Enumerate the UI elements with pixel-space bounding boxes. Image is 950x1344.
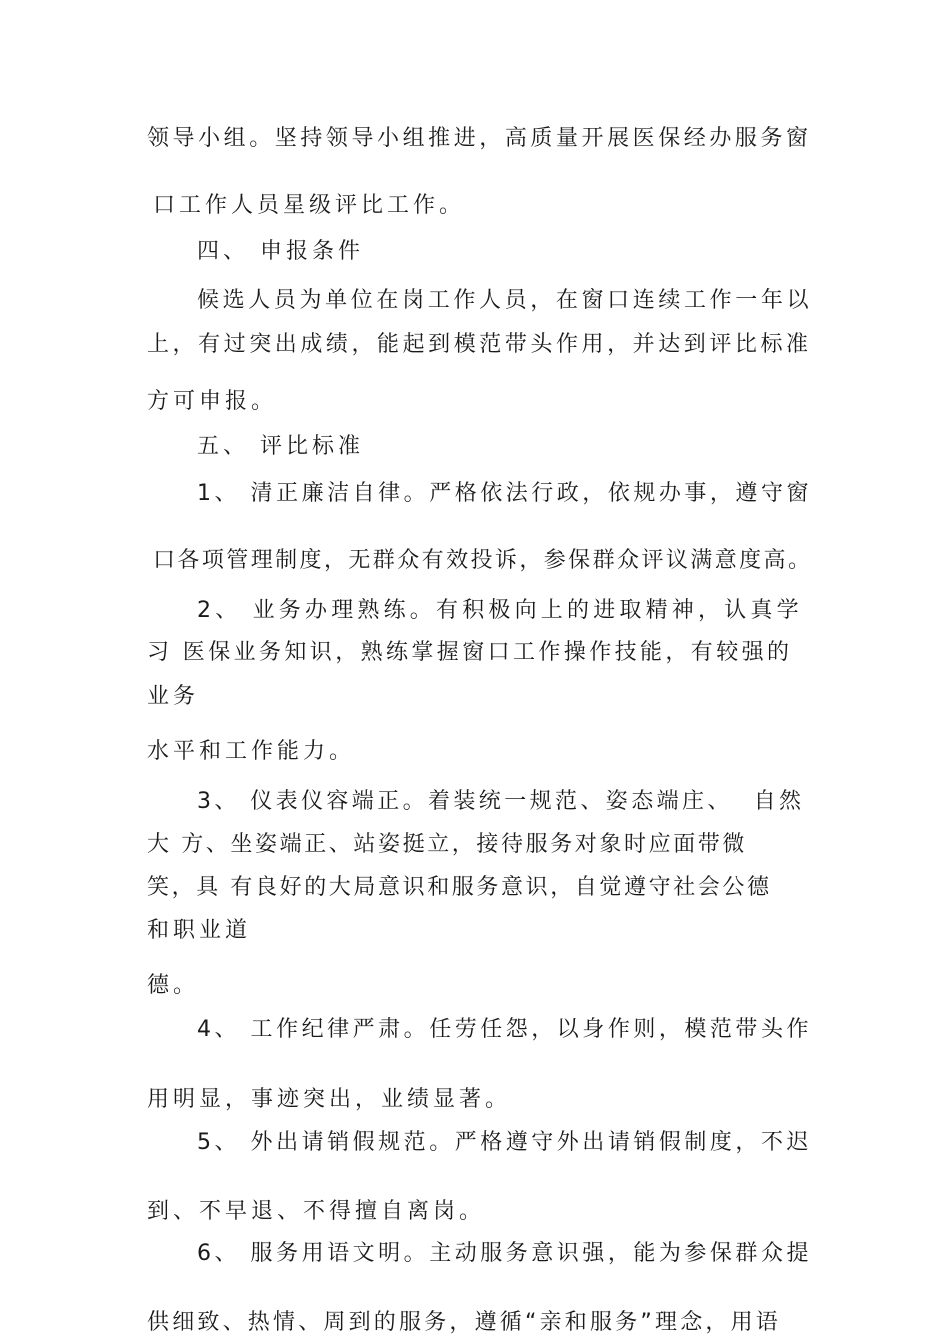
text-line: 供细致、热情、周到的服务，遵循“亲和服务”理念，用语 (147, 1310, 781, 1335)
text-line: 水平和工作能力。 (147, 739, 356, 764)
text-line: 习 医保业务知识，熟练掌握窗口工作操作技能，有较强的 (147, 640, 793, 665)
text-line: 上，有过突出成绩，能起到模范带头作用，并达到评比标准 (147, 332, 812, 357)
text-line: 1、 清正廉洁自律。严格依法行政，依规办事，遵守窗 (197, 481, 812, 506)
text-line: 2、 业务办理熟练。有积极向上的进取精神，认真学 (197, 598, 803, 623)
text-line: 用明显，事迹突出，业绩显著。 (147, 1087, 512, 1112)
text-line: 德。 (147, 973, 200, 998)
text-line: 3、 仪表仪容端正。着装统一规范、姿态端庄、 自然 (197, 789, 805, 814)
text-line: 口工作人员星级评比工作。 (153, 193, 466, 218)
text-line: 大 方、坐姿端正、站姿挺立，接待服务对象时应面带微 (147, 832, 747, 857)
text-line: 到、不早退、不得擅自离岗。 (147, 1199, 486, 1224)
text-line: 6、 服务用语文明。主动服务意识强，能为参保群众提 (197, 1241, 812, 1266)
section-heading: 四、 申报条件 (197, 239, 364, 264)
text-line: 业务 (147, 684, 200, 709)
text-line: 和职业道 (147, 918, 252, 943)
text-line: 4、 工作纪律严肃。任劳任怨，以身作则，模范带头作 (197, 1017, 812, 1042)
section-heading: 五、 评比标准 (197, 434, 364, 459)
text-line: 领导小组。坚持领导小组推进，高质量开展医保经办服务窗 (147, 126, 812, 151)
text-line: 候选人员为单位在岗工作人员，在窗口连续工作一年以 (197, 288, 813, 313)
text-line: 方可申报。 (147, 389, 278, 414)
text-line: 口各项管理制度，无群众有效投诉，参保群众评议满意度高。 (153, 548, 813, 573)
text-line: 5、 外出请销假规范。严格遵守外出请销假制度，不迟 (197, 1130, 812, 1155)
text-line: 笑，具 有良好的大局意识和服务意识，自觉遵守社会公德 (147, 875, 772, 900)
